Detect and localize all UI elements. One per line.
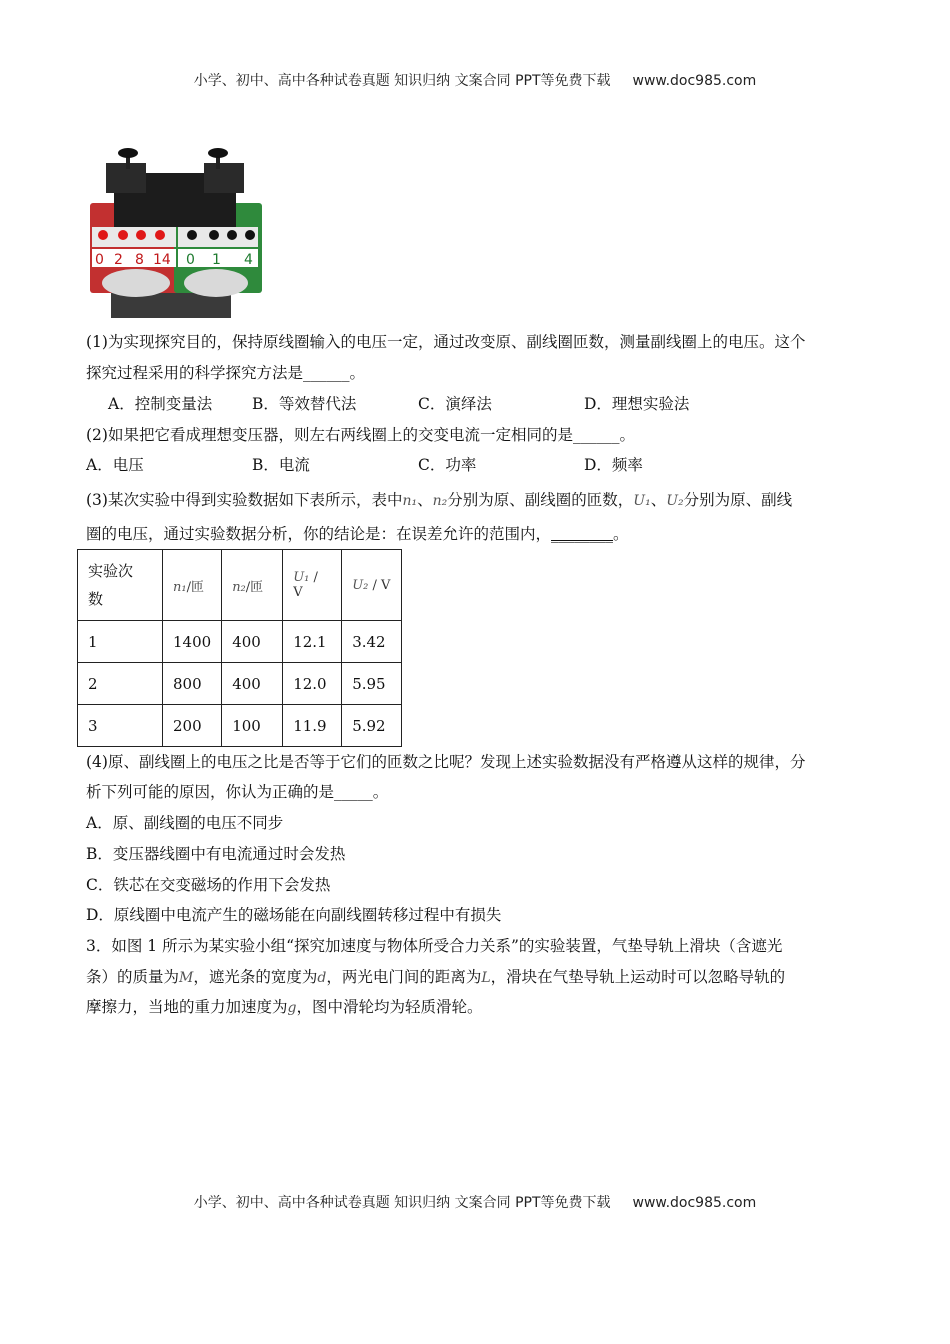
table-cell: 5.92 bbox=[342, 705, 402, 747]
q2-option-b[interactable]: B．电流 bbox=[252, 456, 310, 474]
header-u2: U₂ / V bbox=[342, 550, 402, 621]
q1-option-b[interactable]: B．等效替代法 bbox=[252, 395, 357, 413]
left-knob bbox=[118, 148, 138, 158]
svg-text:0: 0 bbox=[186, 252, 195, 268]
table-cell: 3.42 bbox=[342, 621, 402, 663]
symbol-n2: n₂ bbox=[432, 493, 448, 509]
q1-option-d[interactable]: D．理想实验法 bbox=[584, 395, 690, 413]
q2-option-a[interactable]: A．电压 bbox=[86, 456, 144, 474]
q2-option-d[interactable]: D．频率 bbox=[584, 456, 643, 474]
table-cell: 400 bbox=[222, 621, 283, 663]
header-trial-number: 实验次 数 bbox=[78, 550, 163, 621]
table-cell: 1400 bbox=[163, 621, 222, 663]
q4-option-c[interactable]: C．铁芯在交变磁场的作用下会发热 bbox=[86, 876, 331, 894]
q4-option-d[interactable]: D．原线圈中电流产生的磁场能在向副线圈转移过程中有损失 bbox=[86, 906, 502, 924]
table-row bbox=[78, 705, 402, 747]
table-header-row bbox=[78, 550, 402, 621]
page-footer bbox=[0, 1192, 950, 1212]
header-site-link[interactable]: www.doc985.com bbox=[632, 73, 757, 89]
table-cell: 200 bbox=[163, 705, 222, 747]
symbol-u1: U₁ bbox=[633, 493, 651, 509]
transformer-photo bbox=[86, 145, 266, 320]
problem3-line3: 摩擦力，当地的重力加速度为g，图中滑轮均为轻质滑轮。 bbox=[86, 998, 483, 1016]
q2-stem: (2)如果把它看成理想变压器，则左右两线圈上的交变电流一定相同的是______。 bbox=[86, 426, 635, 444]
table-cell: 400 bbox=[222, 663, 283, 705]
footer-text: 小学、初中、高中各种试卷真题 知识归纳 文案合同 PPT等免费下载 bbox=[193, 1195, 611, 1211]
answer-blank[interactable]: ________ bbox=[551, 525, 614, 543]
experiment-data-table bbox=[77, 549, 402, 747]
q3-stem-line2: 圈的电压，通过实验数据分析，你的结论是：在误差允许的范围内，________。 bbox=[86, 525, 629, 543]
table-cell: 2 bbox=[78, 663, 163, 705]
q1-option-a[interactable]: A．控制变量法 bbox=[108, 395, 213, 413]
symbol-d: d bbox=[317, 970, 327, 986]
svg-text:1: 1 bbox=[212, 252, 221, 268]
transformer-illustration bbox=[86, 145, 266, 320]
table-cell: 100 bbox=[222, 705, 283, 747]
svg-text:4: 4 bbox=[244, 252, 253, 268]
problem3-line1: 3．如图 1 所示为某实验小组“探究加速度与物体所受合力关系”的实验装置，气垫导轨上滑块（含遮光 bbox=[86, 937, 783, 955]
symbol-n1: n₁ bbox=[402, 493, 418, 509]
q4-option-a[interactable]: A．原、副线圈的电压不同步 bbox=[86, 814, 284, 832]
symbol-g: g bbox=[287, 1000, 297, 1016]
right-knob bbox=[208, 148, 228, 158]
q1-option-c[interactable]: C．演绎法 bbox=[418, 395, 492, 413]
table-cell: 5.95 bbox=[342, 663, 402, 705]
q2-option-c[interactable]: C．功率 bbox=[418, 456, 477, 474]
problem3-line2: 条）的质量为M，遮光条的宽度为d，两光电门间的距离为L，滑块在气垫导轨上运动时可以忽略导轨的 bbox=[86, 968, 786, 986]
table-cell: 3 bbox=[78, 705, 163, 747]
table-row bbox=[78, 621, 402, 663]
symbol-u2: U₂ bbox=[666, 493, 684, 509]
table-cell: 800 bbox=[163, 663, 222, 705]
q1-stem-line1: (1)为实现探究目的，保持原线圈输入的电压一定，通过改变原、副线圈匝数，测量副线圈上的电压。这个 bbox=[86, 333, 806, 351]
table-row bbox=[78, 663, 402, 705]
table-cell: 11.9 bbox=[283, 705, 342, 747]
header-text: 小学、初中、高中各种试卷真题 知识归纳 文案合同 PPT等免费下载 bbox=[193, 73, 611, 89]
header-n1: n₁/匝 bbox=[163, 550, 222, 621]
q4-stem-line1: (4)原、副线圈上的电压之比是否等于它们的匝数之比呢？发现上述实验数据没有严格遵从这样的规律，分 bbox=[86, 753, 806, 771]
q3-stem-line1: (3)某次实验中得到实验数据如下表所示，表中n₁、n₂分别为原、副线圈的匝数，U₁、U₂分别为原、副线 bbox=[86, 491, 793, 509]
footer-site-link[interactable]: www.doc985.com bbox=[632, 1195, 757, 1211]
header-u1: U₁ / V bbox=[283, 550, 342, 621]
table-cell: 12.0 bbox=[283, 663, 342, 705]
q4-option-b[interactable]: B．变压器线圈中有电流通过时会发热 bbox=[86, 845, 346, 863]
svg-text:14: 14 bbox=[153, 252, 171, 268]
q4-stem-line2: 析下列可能的原因，你认为正确的是_____。 bbox=[86, 783, 389, 801]
svg-text:8: 8 bbox=[135, 252, 144, 268]
symbol-l: L bbox=[481, 970, 491, 986]
table-cell: 1 bbox=[78, 621, 163, 663]
svg-text:0: 0 bbox=[95, 252, 104, 268]
symbol-m: M bbox=[179, 970, 194, 986]
header-n2: n₂/匝 bbox=[222, 550, 283, 621]
q1-stem-line2: 探究过程采用的科学探究方法是______。 bbox=[86, 364, 366, 382]
page-header bbox=[0, 70, 950, 90]
svg-text:2: 2 bbox=[114, 252, 123, 268]
table-cell: 12.1 bbox=[283, 621, 342, 663]
